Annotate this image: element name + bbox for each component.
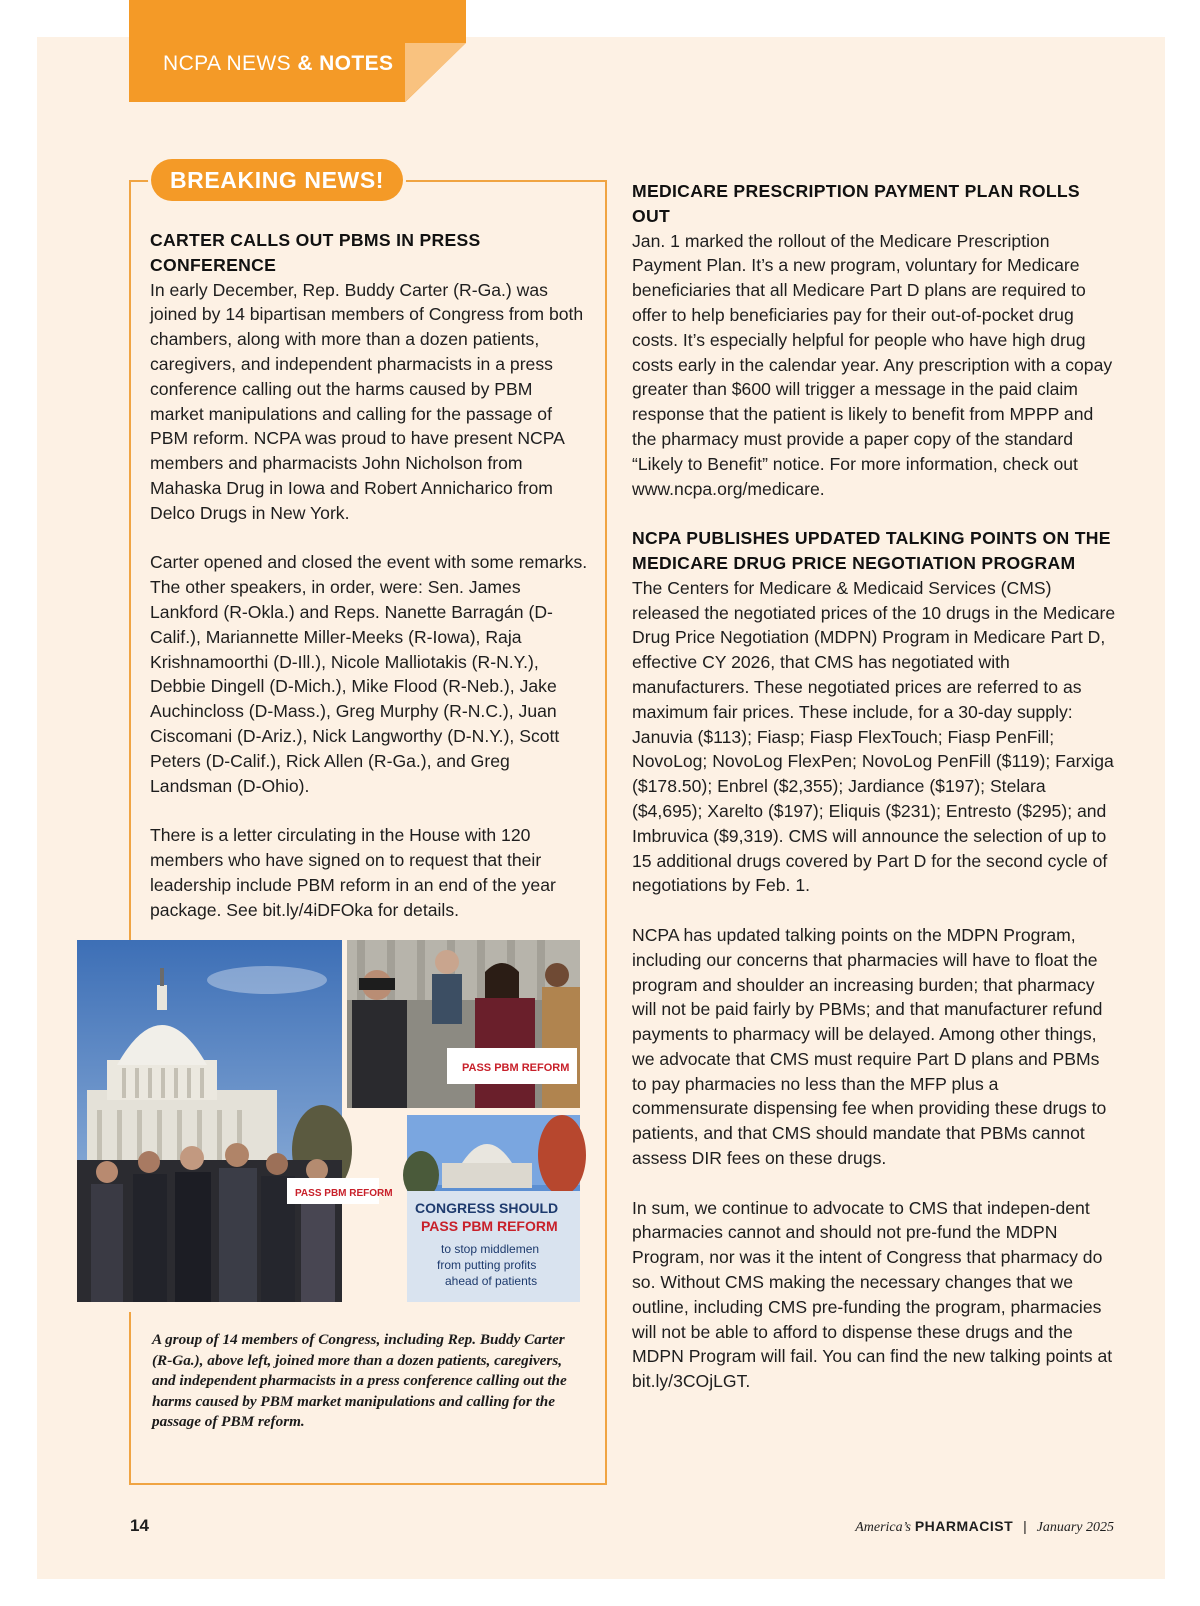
article-paragraph: In sum, we continue to advocate to CMS that indepen-dent pharmacies cannot and should not pre-fund the MDPN Program, nor was it the intent of Congress that pharmacy do so. Without CMS making the necessary changes that we outline, including CMS pre-funding the program, pharmacies will not be able to afford to dispense these drugs and the MDPN Program will fail. You can find the new talking points at bit.ly/3COjLGT. — [632, 1197, 1113, 1392]
banner-line-3: to stop middlemen — [441, 1242, 540, 1256]
banner-line-5: ahead of patients — [445, 1274, 538, 1288]
banner-line-4: from putting profits — [437, 1258, 537, 1272]
article-paragraph: In early December, Rep. Buddy Carter (R-Ga.) was joined by 14 bipartisan members of Congress from both chambers, along with more than a dozen patients, caregivers, and independent pharmacists in a press conference calling out the harms caused by PBM market manipulations and calling for the passage of PBM reform. NCPA was proud to have present NCPA members and pharmacists John Nicholson from Mahaska Drug in Iowa and Robert Annicharico from Delco Drugs in New York. — [150, 279, 584, 523]
medicare-payment-plan-headline: MEDICARE PRESCRIPTION PAYMENT PLAN ROLLS OUT — [632, 181, 1080, 226]
magazine-brand: PHARMACIST — [914, 1518, 1014, 1534]
speaker-photo-graphic — [347, 940, 580, 1108]
podium-sign-text: PASS PBM REFORM — [462, 1062, 570, 1074]
section-header-light: NCPA NEWS — [163, 52, 292, 75]
sign-photo-graphic — [407, 1115, 580, 1302]
breaking-news-badge: BREAKING NEWS! — [151, 159, 403, 201]
article-paragraph: NCPA has updated talking points on the MDPN Program, including our concerns that pharmacies will have to float the program and shoulder an increasing burden; that pharmacy will not be paid fairly by PBMs; and that manufacturer refund payments to pharmacy will be delayed. Among other things, we advocate that CMS must require Part D plans and PBMs to pay pharmacies no less than the MFP plus a commensurate dispensing fee when providing these drugs to patients, and that CMS should mandate that PBMs cannot assess DIR fees on these drugs. — [632, 924, 1107, 1169]
capitol-press-conference-photo — [77, 940, 393, 1302]
section-header — [163, 52, 393, 76]
capitol-photo-graphic — [77, 940, 393, 1302]
page-number: 14 — [130, 1516, 149, 1535]
press-conference-speaker-photo — [347, 940, 580, 1108]
article-paragraph: There is a letter circulating in the House with 120 members who have signed on to request that their leadership include PBM reform in an end of the year package. See bit.ly/4iDFOka for details. — [150, 825, 556, 920]
article-paragraph: Carter opened and closed the event with some remarks. The other speakers, in order, were: Sen. James Lankford (R-Okla.) and Reps. Nanette Barragán (D-Calif.), Mariannette Miller-Meeks (R-Iowa), Raja Krishnamoorthi (D-Ill.), Nicole Malliotakis (R-N.Y.), Debbie Dingell (D-Mich.), Mike Flood (R-Neb.), Jake Auchincloss (D-Mass.), Greg Murphy (R-N.C.), Juan Ciscomani (D-Ariz.), Nick Langworthy (D-N.Y.), Scott Peters (D-Calif.), Rick Allen (R-Ga.), and Greg Landsman (D-Ohio). — [150, 552, 588, 796]
podium-sign-text: PASS PBM REFORM — [295, 1188, 393, 1199]
section-header-bold: & NOTES — [297, 52, 394, 75]
photo-caption: A group of 14 members of Congress, including Rep. Buddy Carter (R-Ga.), above left, joined more than a dozen patients, caregivers, and independent pharmacists in a press conference calling out the harms caused by PBM market manipulations and calling for the passage of PBM reform. — [152, 1331, 567, 1431]
footer-separator: | — [1023, 1518, 1027, 1534]
magazine-prefix: America’s — [855, 1520, 911, 1535]
issue-date: January 2025 — [1036, 1520, 1114, 1535]
breaking-news-article — [150, 228, 590, 922]
banner-line-2: PASS PBM REFORM — [421, 1218, 558, 1234]
photo-collage — [77, 940, 587, 1312]
congress-should-pass-pbm-reform-sign-photo — [407, 1115, 580, 1302]
article-paragraph: The Centers for Medicare & Medicaid Services (CMS) released the negotiated prices of the 10 drugs in the Medicare Drug Price Negotiation (MDPN) Program in Medicare Part D, effective CY 2026, that CMS has negotiated with manufacturers. These negotiated prices are referred to as maximum fair prices. These include, for a 30-day supply: Januvia ($113); Fiasp; Fiasp FlexTouch; Fiasp PenFill; NovoLog; NovoLog FlexPen; NovoLog PenFill ($119); Farxiga ($178.50); Enbrel ($2,355); Jardiance ($197); Stelara ($4,695); Xarelto ($197); Eliquis ($231); Entresto ($295); and Imbruvica ($9,319). CMS will announce the selection of up to 15 additional drugs covered by Part D for the second cycle of negotiations by Feb. 1. — [632, 577, 1116, 896]
magazine-footer — [855, 1518, 1114, 1536]
right-column — [632, 179, 1116, 1394]
talking-points-headline: NCPA PUBLISHES UPDATED TALKING POINTS ON THE MEDICARE DRUG PRICE NEGOTIATION PROGRAM — [632, 528, 1111, 573]
banner-line-1: CONGRESS SHOULD — [415, 1200, 559, 1216]
article-paragraph: Jan. 1 marked the rollout of the Medicare Prescription Payment Plan. It’s a new program, voluntary for Medicare beneficiaries that all Medicare Part D plans are required to offer to help beneficiaries pay for their out-of-pocket drug costs. It’s especially helpful for people who have high drug costs early in the calendar year. Any prescription with a copay greater than $600 will trigger a message in the paid claim response that the patient is likely to benefit from MPPP and the pharmacy must provide a paper copy of the standard “Likely to Benefit” notice. For more information, check out www.ncpa.org/medicare. — [632, 230, 1113, 499]
breaking-news-headline: CARTER CALLS OUT PBMS IN PRESS CONFERENCE — [150, 230, 481, 275]
